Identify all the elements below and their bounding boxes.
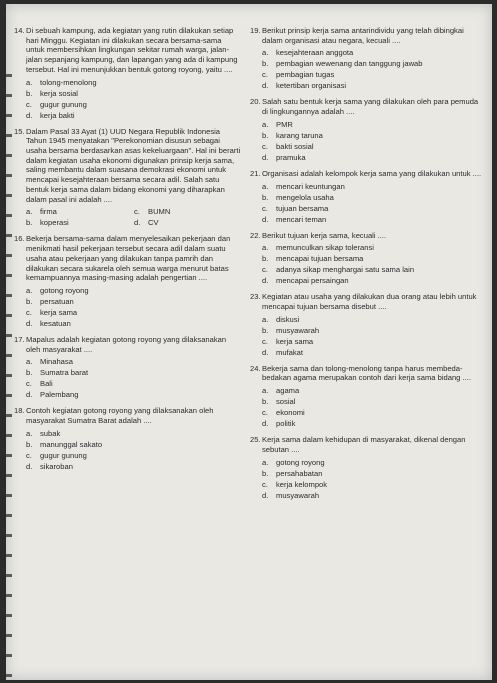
option-text: koperasi [40, 218, 69, 228]
question-stem [250, 231, 486, 241]
option-letter: c. [262, 336, 268, 346]
binder-hole [6, 174, 12, 177]
option-letter: c. [26, 450, 32, 460]
answer-option [262, 468, 486, 479]
answer-options [262, 457, 486, 501]
question-number: 18. [14, 406, 25, 416]
option-letter: a. [262, 243, 269, 253]
question-text: Kegiatan atau usaha yang dilakukan dua orang atau lebih untuk mencapai tujuan bersama disebut .... [262, 292, 477, 312]
option-text: BUMN [148, 207, 171, 217]
answer-option [262, 214, 486, 225]
answer-options [26, 77, 242, 121]
answer-option [262, 69, 486, 80]
option-letter: a. [262, 386, 269, 396]
binder-hole [6, 634, 12, 637]
question-stem [250, 435, 486, 454]
answer-option [26, 110, 242, 121]
binder-hole [6, 394, 12, 397]
answer-option [26, 389, 242, 400]
option-letter: b. [262, 254, 269, 264]
option-letter: c. [262, 141, 268, 151]
question-item [14, 234, 242, 329]
answer-options [262, 314, 486, 358]
answer-option [134, 217, 242, 228]
binder-hole [6, 374, 12, 377]
option-text: tujuan bersama [276, 203, 329, 213]
left-column [14, 26, 242, 472]
option-text: pramuka [276, 152, 306, 162]
question-item [250, 364, 486, 429]
question-number: 17. [14, 334, 25, 344]
answer-option [26, 88, 242, 99]
option-text: Sumatra barat [40, 368, 89, 378]
answer-option [26, 206, 134, 217]
binder-hole [6, 494, 12, 497]
answer-option [262, 314, 486, 325]
option-letter: b. [262, 325, 269, 335]
option-text: mencapai tujuan bersama [276, 254, 364, 264]
right-column [250, 26, 486, 501]
option-text: ekonomi [276, 408, 305, 418]
question-text: Berikut prinsip kerja sama antarindividu yang telah dibingkai dalam organisasi atau negara, kecuali .... [262, 26, 464, 45]
answer-option [262, 47, 486, 58]
worksheet-page [6, 4, 492, 680]
option-letter: c. [262, 265, 268, 275]
answer-options [26, 356, 242, 400]
answer-option [262, 407, 486, 418]
option-text: ketertiban organisasi [276, 81, 347, 91]
answer-option [134, 206, 242, 217]
binder-hole [6, 114, 12, 117]
option-text: PMR [276, 119, 293, 129]
question-item [250, 231, 486, 287]
question-stem [14, 406, 242, 425]
option-letter: a. [262, 181, 269, 191]
option-letter: a. [262, 457, 269, 467]
answer-options [262, 119, 486, 163]
binder-hole [6, 574, 12, 577]
option-letter: d. [262, 419, 269, 429]
question-stem [14, 127, 242, 205]
option-letter: d. [262, 152, 269, 162]
option-text: gotong royong [40, 285, 89, 295]
answer-option [262, 490, 486, 501]
option-letter: b. [262, 468, 269, 478]
question-number: 19. [250, 26, 261, 35]
option-letter: b. [26, 368, 33, 378]
question-item [250, 169, 486, 225]
option-text: gugur gunung [40, 450, 87, 460]
option-letter: b. [262, 397, 269, 407]
option-letter: d. [262, 347, 269, 357]
answer-option [262, 253, 486, 264]
answer-option [262, 152, 486, 163]
binder-hole [6, 594, 12, 597]
option-letter: a. [26, 207, 33, 217]
answer-option [26, 318, 242, 329]
option-text: mencapai persaingan [276, 276, 349, 286]
answer-options [26, 285, 242, 329]
option-letter: b. [26, 88, 33, 98]
option-letter: b. [262, 130, 269, 140]
question-stem [14, 234, 242, 283]
question-number: 23. [250, 292, 261, 302]
option-text: pembagian tugas [276, 70, 335, 80]
option-text: kerja bakti [40, 110, 75, 120]
answer-option [262, 58, 486, 69]
option-letter: b. [26, 218, 33, 228]
answer-option [262, 385, 486, 396]
option-text: diskusi [276, 314, 300, 324]
question-text: Dalam Pasal 33 Ayat (1) UUD Negara Republik Indonesia Tahun 1945 menyatakan "Perekonomian disusun sebagai usaha bersama berdasarkan asas kekeluargaan". Hal ini berarti dalam kegiatan usaha ekonomi digunakan prinsip kerja sama, saling membantu dalam suasana demokrasi ekonomi untuk mencapai kesejahteraan bersama secara adil. Salah satu bentuk kerja sama dalam bidang ekonomi yang diharapkan dalam pasal ini adalah .... [26, 126, 241, 204]
option-letter: d. [26, 461, 33, 471]
option-letter: a. [262, 48, 269, 58]
answer-option [26, 461, 242, 472]
option-letter: c. [26, 379, 32, 389]
option-letter: d. [262, 81, 269, 91]
binder-hole [6, 474, 12, 477]
question-stem [250, 364, 486, 383]
question-text: Berikut tujuan kerja sama, kecuali .... [262, 230, 387, 240]
answer-option [262, 336, 486, 347]
answer-options [262, 385, 486, 429]
binder-hole [6, 234, 12, 237]
question-text: Organisasi adalah kelompok kerja sama yang dilakukan untuk .... [262, 168, 482, 178]
option-letter: d. [26, 390, 33, 400]
option-letter: d. [26, 318, 33, 328]
option-text: sosial [276, 397, 296, 407]
answer-option [262, 457, 486, 468]
question-text: Mapalus adalah kegiatan gotong royong yang dilaksanakan oleh masyarakat .... [26, 334, 227, 354]
question-item [250, 26, 486, 91]
option-letter: c. [262, 479, 268, 489]
question-number: 24. [250, 363, 261, 373]
question-item [14, 406, 242, 471]
question-number: 21. [250, 168, 261, 178]
option-letter: a. [26, 285, 33, 295]
option-letter: d. [262, 276, 269, 286]
option-letter: c. [26, 307, 32, 317]
option-text: kerja sama [276, 336, 314, 346]
binder-hole [6, 254, 12, 257]
binder-hole [6, 534, 12, 537]
answer-option [262, 181, 486, 192]
answer-option [26, 296, 242, 307]
option-text: firma [40, 207, 57, 217]
option-letter: a. [26, 428, 33, 438]
option-text: kesejahteraan anggota [276, 48, 354, 58]
question-text: Di sebuah kampung, ada kegiatan yang rutin dilakukan setiap hari Minggu. Kegiatan ini dilakukan secara bersama-sama untuk membersihkan lingkungan sekitar rumah warga, jalan-jalan sepanjang kampung, dan lapangan yang ada di kampung tersebut. Hal ini menunjukkan bentuk gotong royong, yaitu .... [26, 26, 238, 74]
answer-options [26, 206, 242, 228]
option-letter: c. [262, 70, 268, 80]
answer-options [26, 428, 242, 472]
question-text: Kerja sama dalam kehidupan di masyarakat, dikenal dengan sebutan .... [262, 435, 466, 454]
question-number: 22. [250, 230, 261, 240]
answer-option [262, 242, 486, 253]
binder-hole [6, 514, 12, 517]
option-text: manunggal sakato [40, 439, 103, 449]
answer-option [26, 439, 242, 450]
answer-option [262, 479, 486, 490]
binder-hole [6, 214, 12, 217]
question-stem [250, 169, 486, 179]
binder-hole [6, 274, 12, 277]
answer-option [262, 141, 486, 152]
option-text: persatuan [40, 296, 74, 306]
option-letter: a. [262, 119, 269, 129]
answer-option [26, 217, 134, 228]
answer-option [262, 325, 486, 336]
option-letter: b. [26, 439, 33, 449]
option-letter: c. [134, 207, 140, 217]
binder-hole [6, 334, 12, 337]
answer-option [262, 80, 486, 91]
option-text: gugur gunung [40, 99, 87, 109]
binder-hole [6, 154, 12, 157]
option-text: kerja kelompok [276, 479, 328, 489]
option-letter: d. [262, 214, 269, 224]
question-stem [250, 26, 486, 45]
answer-option [262, 130, 486, 141]
question-number: 16. [14, 234, 25, 244]
answer-option [262, 264, 486, 275]
option-letter: a. [26, 357, 33, 367]
option-text: sikaroban [40, 461, 73, 471]
binder-hole [6, 314, 12, 317]
option-letter: d. [134, 218, 141, 228]
answer-option [262, 396, 486, 407]
option-letter: b. [262, 192, 269, 202]
option-text: tolong-menolong [40, 77, 97, 87]
answer-option [26, 450, 242, 461]
question-item [14, 127, 242, 229]
binder-hole [6, 674, 12, 677]
binder-hole [6, 94, 12, 97]
option-letter: c. [262, 203, 268, 213]
option-text: musyawarah [276, 490, 320, 500]
binder-hole [6, 554, 12, 557]
option-text: CV [148, 218, 159, 228]
option-text: karang taruna [276, 130, 323, 140]
binder-hole [6, 194, 12, 197]
binder-hole [6, 134, 12, 137]
option-text: Bali [40, 379, 53, 389]
answer-options [262, 242, 486, 286]
option-letter: b. [262, 59, 269, 69]
binder-hole [6, 434, 12, 437]
answer-option [26, 99, 242, 110]
answer-option [262, 347, 486, 358]
option-text: mencari teman [276, 214, 327, 224]
option-letter: d. [262, 490, 269, 500]
question-item [14, 26, 242, 121]
option-text: persahabatan [276, 468, 323, 478]
option-text: memunculkan sikap toleransi [276, 243, 374, 253]
option-text: musyawarah [276, 325, 320, 335]
binder-hole [6, 414, 12, 417]
option-letter: c. [26, 99, 32, 109]
binder-hole [6, 294, 12, 297]
answer-options [262, 47, 486, 91]
question-text: Bekerja bersama-sama dalam menyelesaikan pekerjaan dan menikmati hasil pekerjaan tersebut secara adil dalam suatu usaha atau pekerjaan yang dilakukan tanpa pamrih dan dilakukan secara sukarela oleh semua warga menurut batas kemampuannya masing-masing adalah pengertian .... [26, 234, 231, 283]
option-text: kerja sama [40, 307, 78, 317]
question-item [250, 292, 486, 357]
answer-option [262, 275, 486, 286]
binder-hole [6, 654, 12, 657]
option-text: pembagian wewenang dan tanggung jawab [276, 59, 423, 69]
question-text: Salah satu bentuk kerja sama yang dilakukan oleh para pemuda di lingkungannya adalah .... [262, 97, 479, 117]
answer-option [26, 367, 242, 378]
option-text: politik [276, 419, 296, 429]
answer-option [26, 378, 242, 389]
option-letter: d. [26, 110, 33, 120]
question-item [250, 97, 486, 162]
option-text: kerja sosial [40, 88, 78, 98]
question-stem [14, 335, 242, 354]
option-text: mufakat [276, 347, 304, 357]
answer-option [262, 119, 486, 130]
option-text: mencari keuntungan [276, 181, 345, 191]
option-text: bakti sosial [276, 141, 314, 151]
answer-option [26, 285, 242, 296]
question-stem [14, 26, 242, 75]
option-text: kesatuan [40, 318, 71, 328]
option-letter: a. [26, 77, 33, 87]
binder-hole [6, 74, 12, 77]
answer-option [26, 428, 242, 439]
answer-option [262, 418, 486, 429]
binder-hole [6, 454, 12, 457]
option-text: mengelola usaha [276, 192, 334, 202]
question-stem [250, 292, 486, 311]
answer-option [26, 356, 242, 367]
option-letter: b. [26, 296, 33, 306]
option-letter: c. [262, 408, 268, 418]
question-item [14, 335, 242, 400]
question-text: Bekerja sama dan tolong-menolong tanpa harus membeda-bedakan agama merupakan contoh dari kerja sama bidang .... [262, 363, 471, 383]
answer-option [262, 203, 486, 214]
answer-options [262, 181, 486, 225]
option-text: subak [40, 428, 61, 438]
option-text: gotong royong [276, 457, 325, 467]
question-number: 20. [250, 97, 261, 107]
option-text: Palembang [40, 390, 79, 400]
answer-option [26, 307, 242, 318]
question-number: 15. [14, 126, 25, 136]
question-number: 25. [250, 435, 261, 445]
answer-option [262, 192, 486, 203]
question-item [250, 435, 486, 500]
answer-option [26, 77, 242, 88]
option-text: Minahasa [40, 357, 73, 367]
option-letter: a. [262, 314, 269, 324]
option-text: adanya sikap menghargai satu sama lain [276, 265, 415, 275]
question-stem [250, 97, 486, 116]
binder-hole [6, 614, 12, 617]
question-number: 14. [14, 26, 25, 35]
binder-hole [6, 354, 12, 357]
question-text: Contoh kegiatan gotong royong yang dilaksanakan oleh masyarakat Sumatra Barat adalah .... [26, 406, 214, 426]
option-text: agama [276, 386, 300, 396]
